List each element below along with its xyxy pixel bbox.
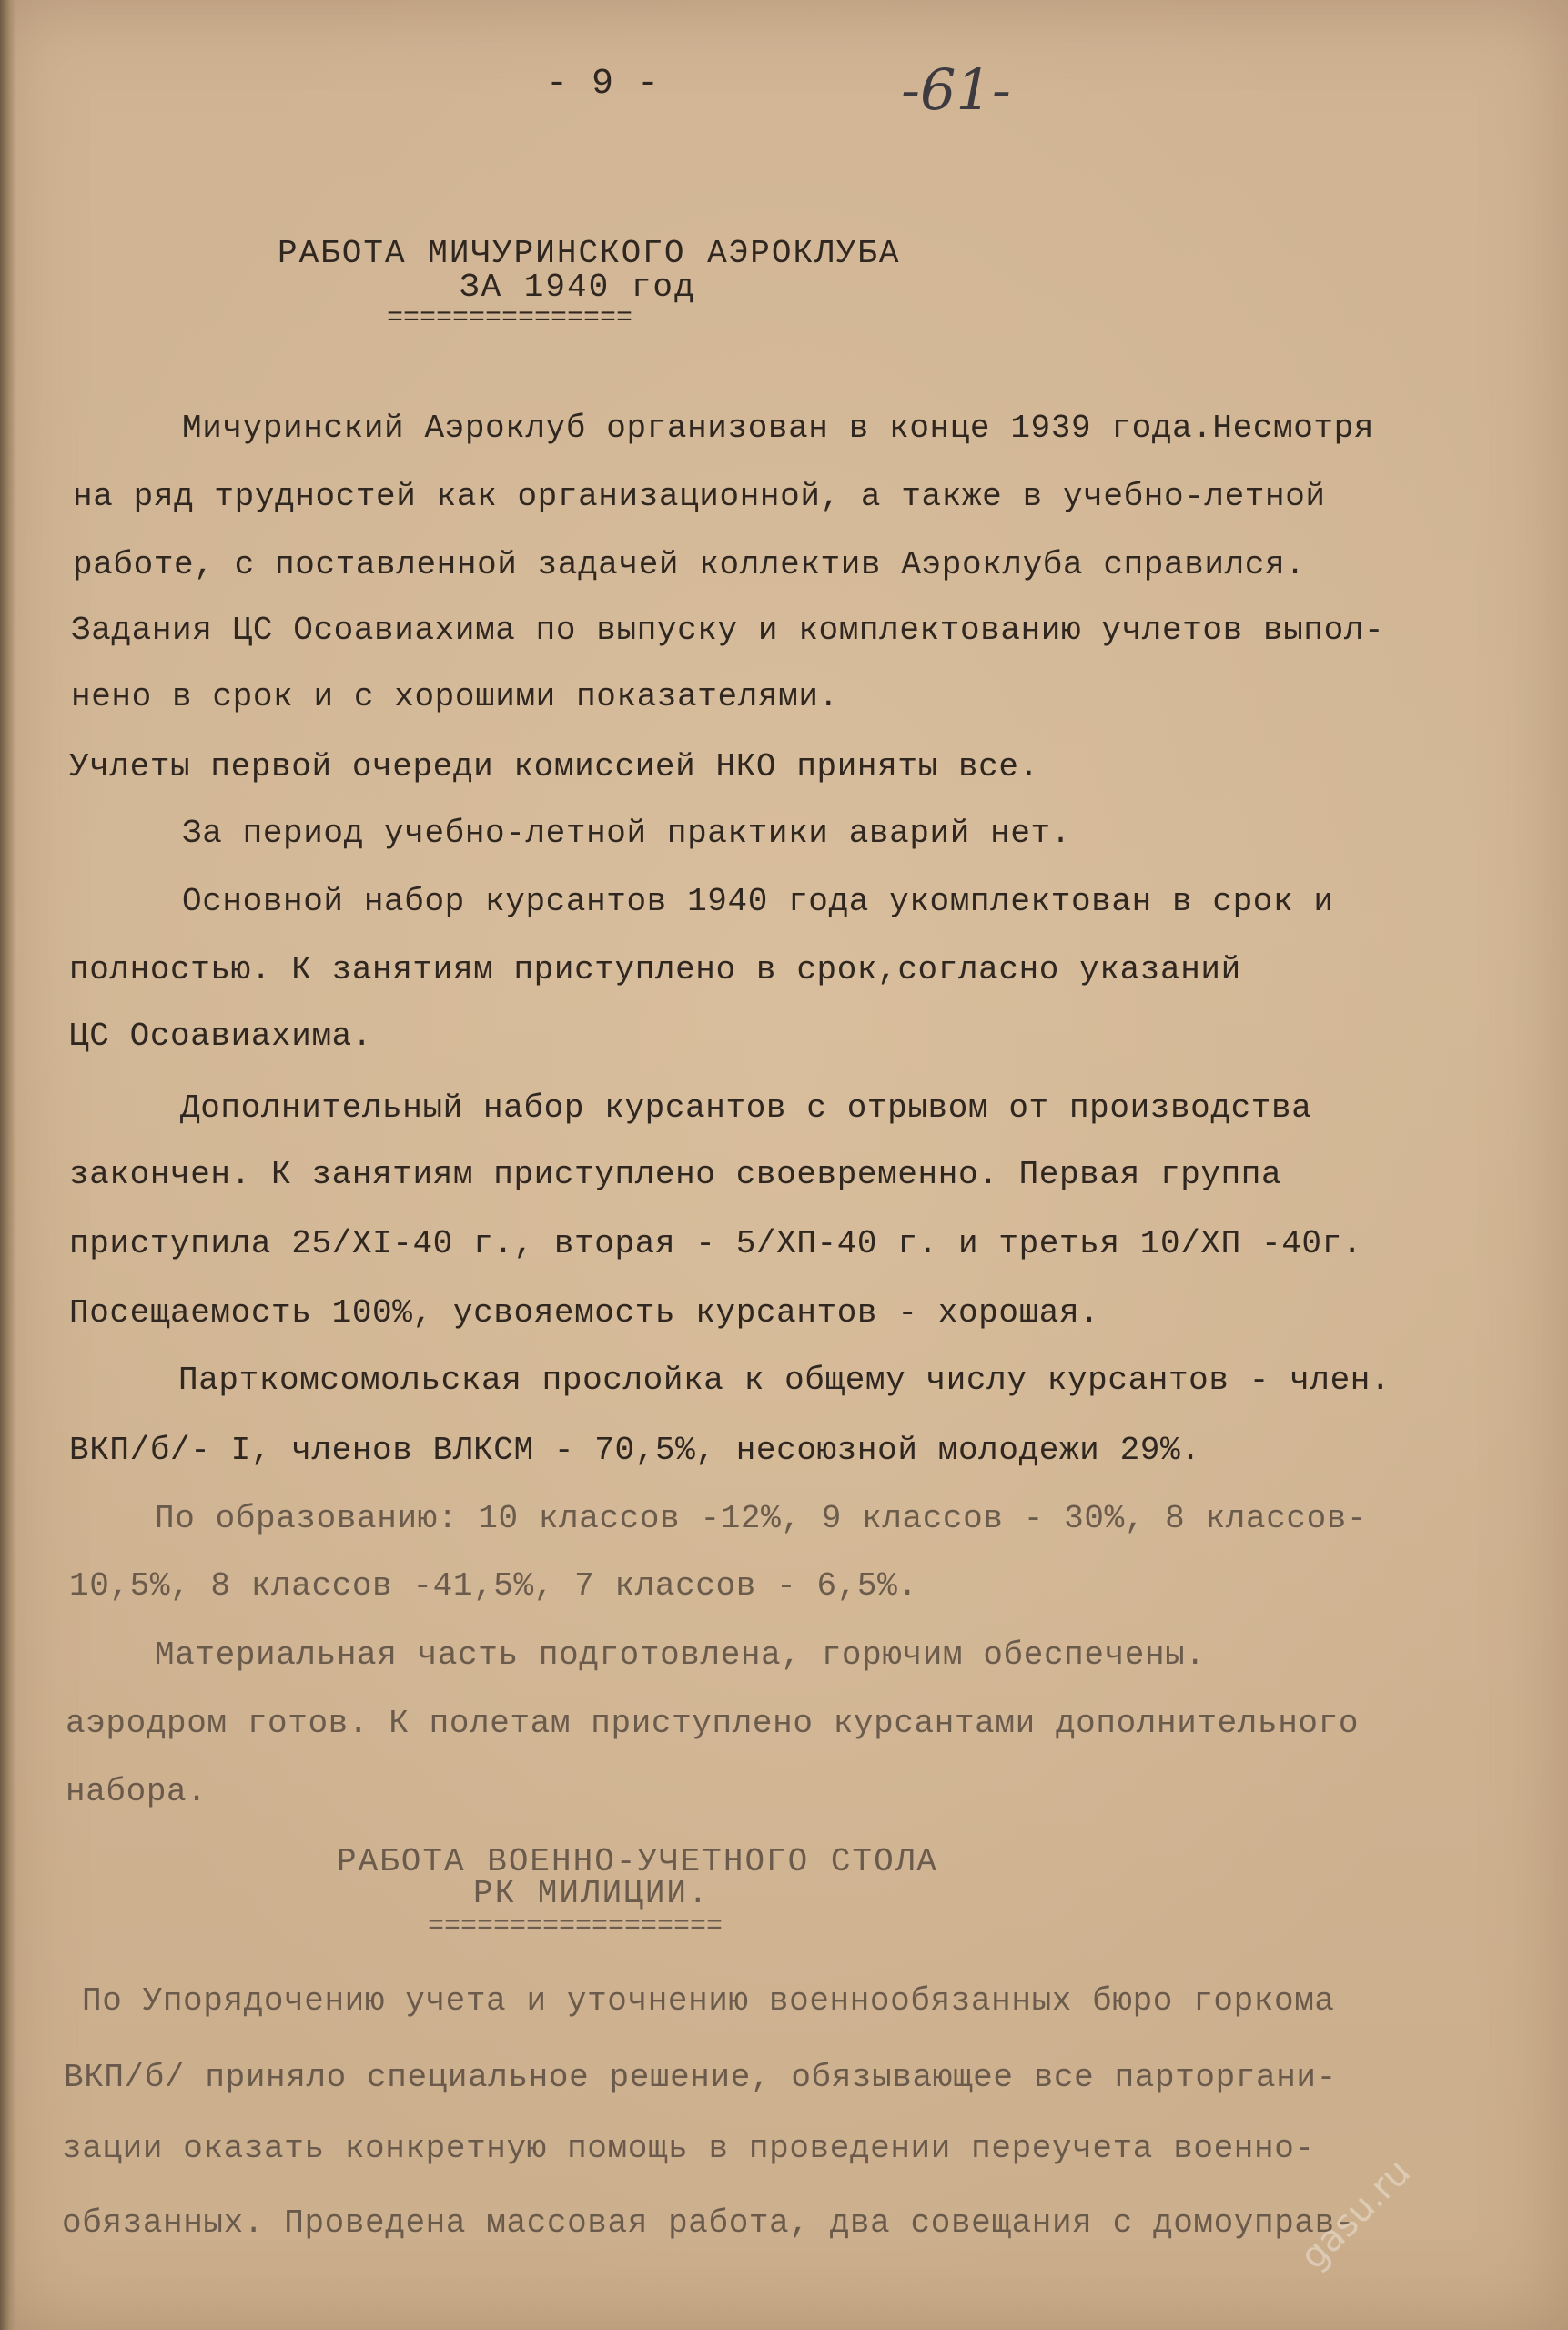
section1-line: Материальная часть подготовлена, горючим обеспечены. xyxy=(155,1636,1206,1674)
section1-line: набора. xyxy=(66,1773,207,1810)
page-number: - 9 - xyxy=(546,64,661,105)
section1-line: ЦС Осоавиахима. xyxy=(69,1018,373,1055)
section1-title-line1: РАБОТА МИЧУРИНСКОГО АЭРОКЛУБА xyxy=(278,235,901,272)
section1-line: Дополнительный набор курсантов с отрывом от производства xyxy=(180,1089,1312,1127)
section1-title-underline: =============== xyxy=(387,303,633,334)
section1-line: Мичуринский Аэроклуб организован в конце 1939 года.Несмотря xyxy=(182,410,1375,447)
section1-line: на ряд трудностей как организационной, а также в учебно-летной xyxy=(73,478,1326,515)
watermark: gasu.ru xyxy=(1292,2151,1420,2278)
archive-folio-number: -61- xyxy=(901,56,1011,123)
section2-title-underline: ================== xyxy=(428,1911,723,1942)
section2-line: ВКП/б/ приняло специальное решение, обязывающее все парторгани- xyxy=(64,2059,1337,2096)
section1-line: По образованию: 10 классов -12%, 9 классов - 30%, 8 классов- xyxy=(155,1500,1368,1537)
section1-line: аэродром готов. К полетам приступлено курсантами дополнительного xyxy=(66,1705,1360,1742)
section1-line: полностью. К занятиям приступлено в срок,согласно указаний xyxy=(69,951,1241,988)
section1-line: работе, с поставленной задачей коллектив Аэроклуба справился. xyxy=(73,546,1306,583)
section2-line: По Упорядочению учета и уточнению военнообязанных бюро горкома xyxy=(82,1982,1335,2020)
section1-line: Учлеты первой очереди комиссией НКО приняты все. xyxy=(69,748,1039,785)
section1-line: Основной набор курсантов 1940 года укомплектован в срок и xyxy=(182,883,1334,920)
section1-line: закончен. К занятиям приступлено своевременно. Первая группа xyxy=(69,1156,1282,1193)
section1-line: Задания ЦС Осоавиахима по выпуску и комплектованию учлетов выпол- xyxy=(71,612,1385,649)
section1-title-line2: ЗА 1940 год xyxy=(460,268,696,306)
section1-line: ВКП/б/- I, членов ВЛКСМ - 70,5%, несоюзной молодежи 29%. xyxy=(69,1432,1201,1469)
section1-line: 10,5%, 8 классов -41,5%, 7 классов - 6,5%. xyxy=(69,1567,918,1605)
section1-line: Посещаемость 100%, усвояемость курсантов - хорошая. xyxy=(69,1294,1100,1332)
section2-line: обязанных. Проведена массовая работа, два совещания с домоуправ- xyxy=(62,2204,1356,2242)
section2-title-line1: РАБОТА ВОЕННО-УЧЕТНОГО СТОЛА xyxy=(337,1843,938,1880)
section2-line: зации оказать конкретную помощь в проведении переучета военно- xyxy=(62,2130,1315,2167)
section1-line: Парткомсомольская прослойка к общему числу курсантов - член. xyxy=(178,1362,1391,1399)
section2-title-line2: РК МИЛИЦИИ. xyxy=(473,1875,710,1912)
section1-line: За период учебно-летной практики аварий нет. xyxy=(182,815,1071,852)
page-binding-edge xyxy=(0,0,16,2330)
section1-line: приступила 25/ХI-40 г., вторая - 5/ХП-40 г. и третья 10/ХП -40г. xyxy=(69,1225,1363,1262)
section1-line: нено в срок и с хорошими показателями. xyxy=(71,678,839,715)
